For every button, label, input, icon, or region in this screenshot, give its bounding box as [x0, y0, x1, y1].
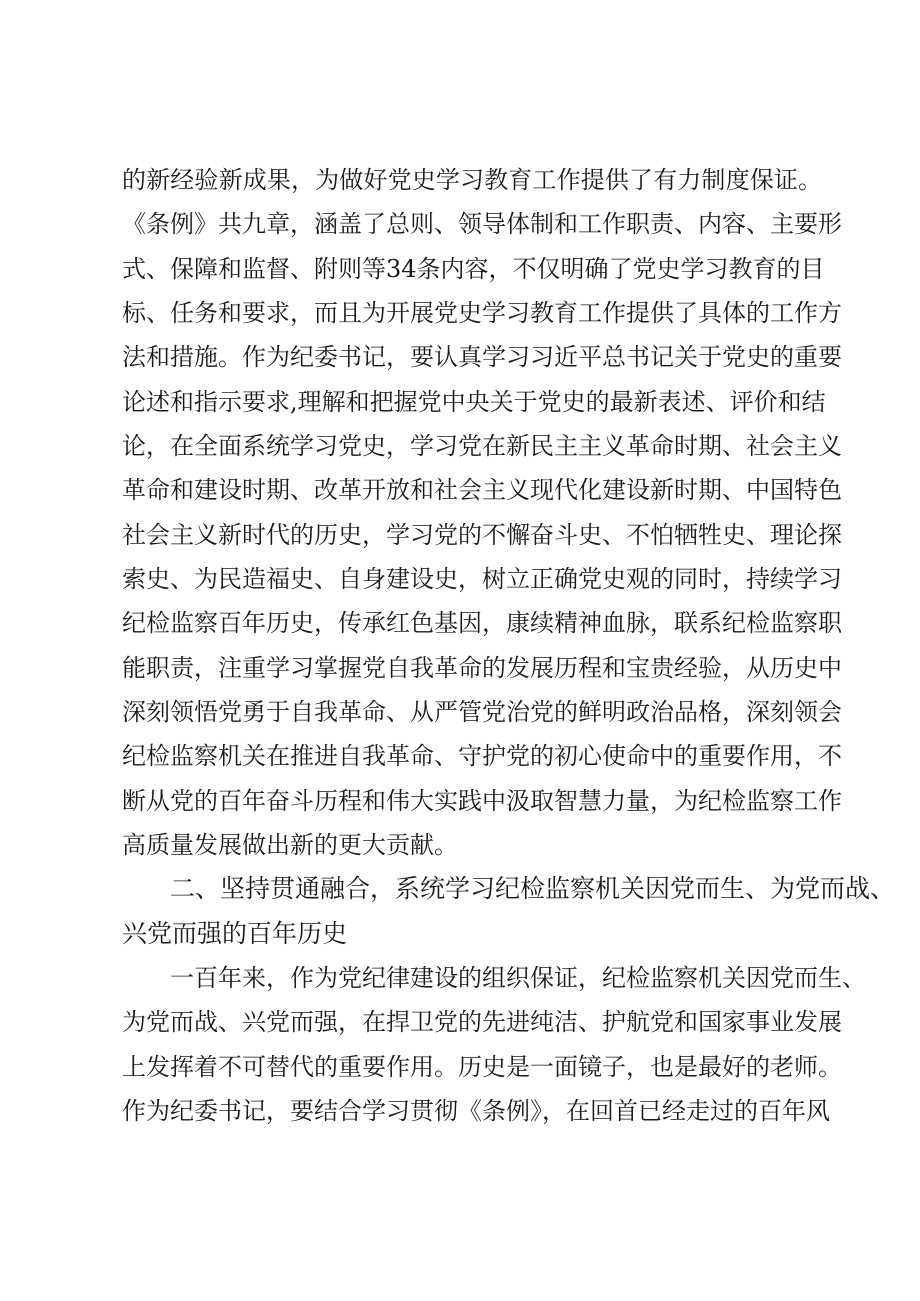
body-text-line: 论，在全面系统学习党史，学习党在新民主主义革命时期、社会主义 [122, 432, 842, 460]
body-text-line: 《条例》共九章，涵盖了总则、领导体制和工作职责、内容、主要形 [122, 210, 842, 238]
body-text-line: 法和措施。作为纪委书记，要认真学习习近平总书记关于党史的重要 [122, 343, 842, 371]
body-text-line: 上发挥着不可替代的重要作用。历史是一面镜子，也是最好的老师。 [122, 1053, 842, 1081]
section-heading: 兴党而强的百年历史 [122, 919, 348, 948]
body-text-line: 纪检监察百年历史，传承红色基因，康续精神血脉，联系纪检监察职 [122, 609, 842, 637]
body-text-line: 能职责，注重学习掌握党自我革命的发展历程和宝贵经验，从历史中 [122, 654, 842, 682]
body-text-line: 社会主义新时代的历史，学习党的不懈奋斗史、不怕牺牲史、理论探 [122, 521, 842, 549]
body-text-line: 革命和建设时期、改革开放和社会主义现代化建设新时期、中国特色 [122, 476, 842, 504]
body-text-line: 式、保障和监督、附则等34条内容，不仅明确了党史学习教育的目 [122, 255, 825, 283]
section-heading: 二、坚持贯通融合，系统学习纪检监察机关因党而生、为党而战、 [170, 874, 896, 903]
body-text-line: 作为纪委书记，要结合学习贯彻《条例》，在回首已经走过的百年风 [122, 1097, 830, 1125]
body-text-line: 纪检监察机关在推进自我革命、守护党的初心使命中的重要作用，不 [122, 742, 842, 770]
body-text-line: 论述和指示要求,理解和把握党中央关于党史的最新表述、评价和结 [122, 388, 826, 416]
body-text-line: 的新经验新成果，为做好党史学习教育工作提供了有力制度保证。 [122, 166, 822, 194]
body-text-line: 一百年来，作为党纪律建设的组织保证，纪检监察机关因党而生、 [170, 964, 866, 992]
body-text-line: 标、任务和要求，而且为开展党史学习教育工作提供了具体的工作方 [122, 299, 842, 327]
body-text-line: 索史、为民造福史、自身建设史，树立正确党史观的同时，持续学习 [122, 565, 842, 593]
body-text-line: 断从党的百年奋斗历程和伟大实践中汲取智慧力量，为纪检监察工作 [122, 787, 842, 815]
body-text-line: 为党而战、兴党而强，在捍卫党的先进纯洁、护航党和国家事业发展 [122, 1008, 842, 1036]
body-text-line: 高质量发展做出新的更大贡献。 [122, 831, 458, 859]
body-text-line: 深刻领悟党勇于自我革命、从严管党治党的鲜明政治品格，深刻领会 [122, 698, 842, 726]
